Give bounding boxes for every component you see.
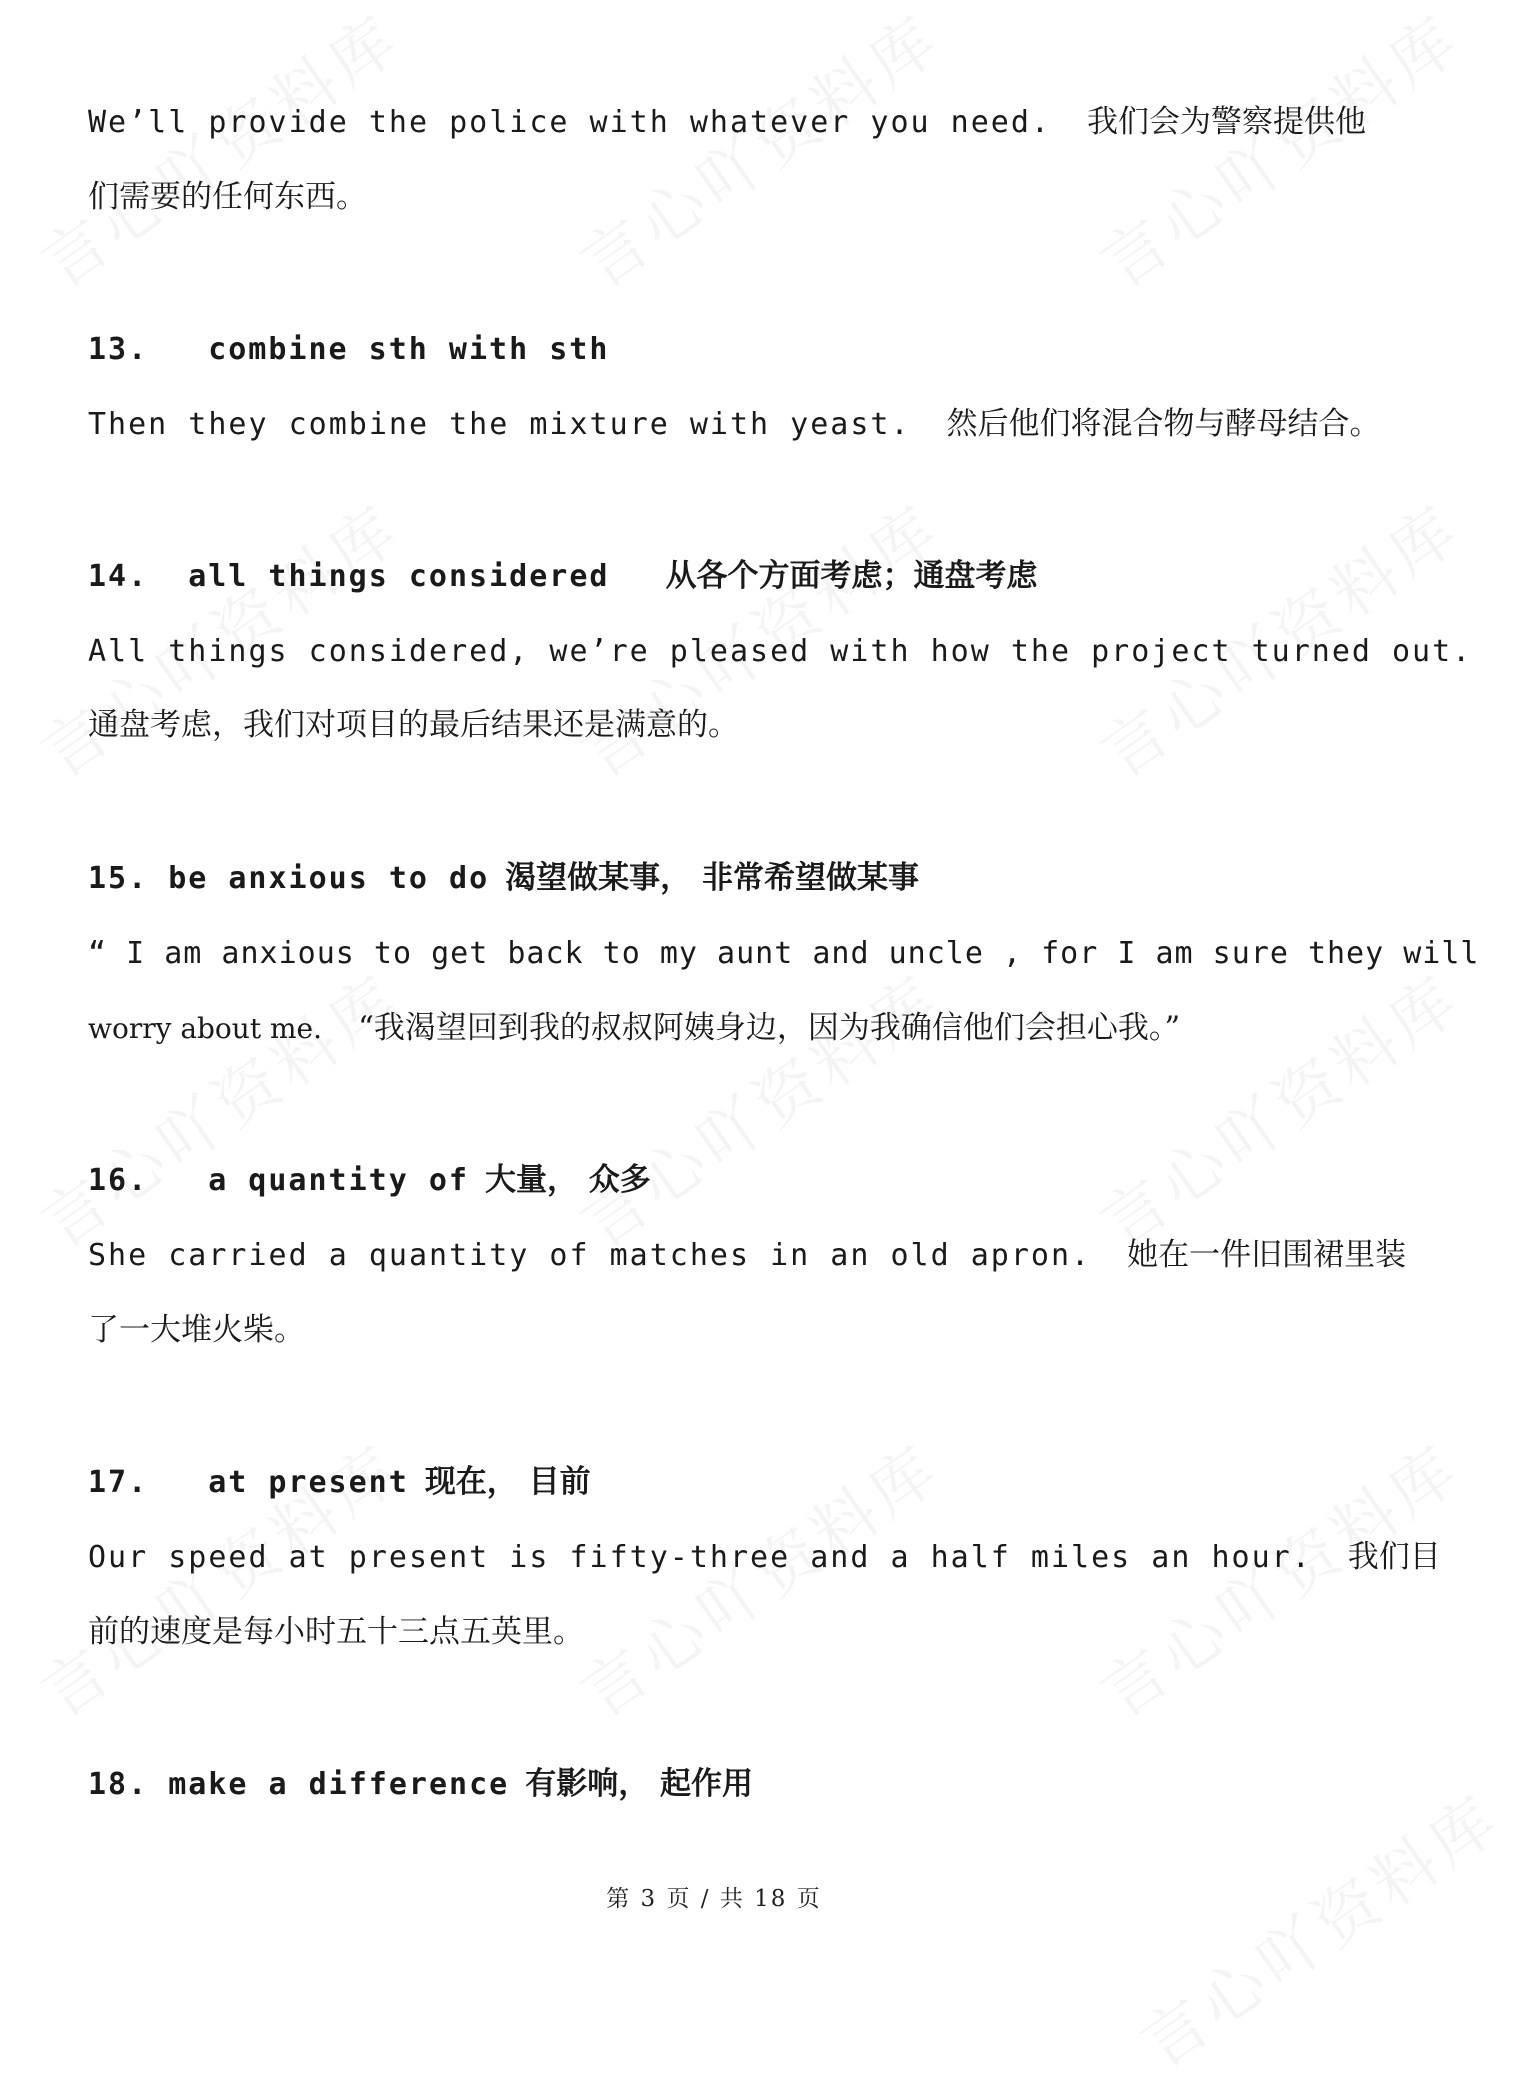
example-line xyxy=(88,631,1473,672)
phrase-english: all things considered xyxy=(188,559,610,594)
example-chinese: 通盘考虑，我们对项目的最后结果还是满意的。 xyxy=(88,707,739,743)
example-chinese: 我们会为警察提供他 xyxy=(1086,104,1366,140)
phrase-number: 18. xyxy=(88,1767,149,1802)
example-chinese: “我渴望回到我的叔叔阿姨身边，因为我确信他们会担心我。” xyxy=(358,1010,1181,1046)
example-english: Then they combine the mixture with yeast. xyxy=(88,407,911,442)
phrase-chinese: 现在， 目前 xyxy=(424,1464,591,1500)
watermark xyxy=(560,949,957,1265)
phrase-english: make a difference xyxy=(168,1767,510,1802)
phrase-english: combine sth with sth xyxy=(208,332,610,367)
phrase-heading-17 xyxy=(88,1462,1358,1503)
watermark xyxy=(560,0,957,305)
example-line xyxy=(88,102,1366,143)
example-line xyxy=(88,1235,1407,1276)
phrase-english: be anxious to do xyxy=(168,861,490,896)
phrase-heading-16 xyxy=(88,1160,1358,1201)
example-english: worry about me. xyxy=(88,1012,322,1045)
example-chinese: 她在一件旧围裙里装 xyxy=(1127,1237,1407,1273)
example-chinese: 们需要的任何东西。 xyxy=(88,179,367,215)
example-chinese: 前的速度是每小时五十三点五英里。 xyxy=(88,1614,584,1650)
example-chinese: 了一大堆火柴。 xyxy=(88,1312,305,1348)
watermark xyxy=(1080,0,1477,305)
example-english: She carried a quantity of matches in an old apron. xyxy=(88,1238,1092,1273)
example-line xyxy=(88,1612,1358,1652)
example-line xyxy=(88,933,1480,974)
phrase-heading-18 xyxy=(88,1764,1358,1805)
example-chinese: 然后他们将混合物与酵母结合。 xyxy=(946,406,1381,442)
example-english: All things considered, we’re pleased with how the project turned out. xyxy=(88,634,1473,669)
phrase-heading-13 xyxy=(88,329,1358,370)
example-chinese: 我们目 xyxy=(1347,1539,1441,1575)
example-line xyxy=(88,705,1358,745)
example-line xyxy=(88,1537,1441,1578)
phrase-number: 14. xyxy=(88,559,149,594)
phrase-chinese: 从各个方面考虑；通盘考虑 xyxy=(665,558,1038,594)
watermark xyxy=(20,949,417,1265)
example-line xyxy=(88,1310,1358,1350)
watermark xyxy=(20,0,417,305)
phrase-number: 13. xyxy=(88,332,149,367)
phrase-number: 16. xyxy=(88,1163,149,1198)
phrase-number: 15. xyxy=(88,861,149,896)
phrase-chinese: 渴望做某事， 非常希望做某事 xyxy=(505,860,919,896)
phrase-heading-15 xyxy=(88,858,1358,899)
phrase-number: 17. xyxy=(88,1465,149,1500)
example-line xyxy=(88,177,1358,217)
page-number-footer: 第 3 页 / 共 18 页 xyxy=(606,1886,822,1912)
example-english: We’ll provide the police with whatever you need. xyxy=(88,105,1051,140)
phrase-chinese: 大量， 众多 xyxy=(485,1162,651,1198)
example-english: “ I am anxious to get back to my aunt and uncle , for I am sure they will xyxy=(88,936,1480,971)
phrase-english: a quantity of xyxy=(208,1163,469,1198)
phrase-heading-14 xyxy=(88,556,1358,597)
example-line xyxy=(88,1008,1358,1049)
phrase-chinese: 有影响， 起作用 xyxy=(525,1766,754,1802)
example-line xyxy=(88,404,1381,445)
phrase-english: at present xyxy=(208,1465,409,1500)
example-english: Our speed at present is fifty-three and a half miles an hour. xyxy=(88,1540,1312,1575)
watermark xyxy=(1120,1769,1517,2085)
watermark xyxy=(1080,949,1477,1265)
